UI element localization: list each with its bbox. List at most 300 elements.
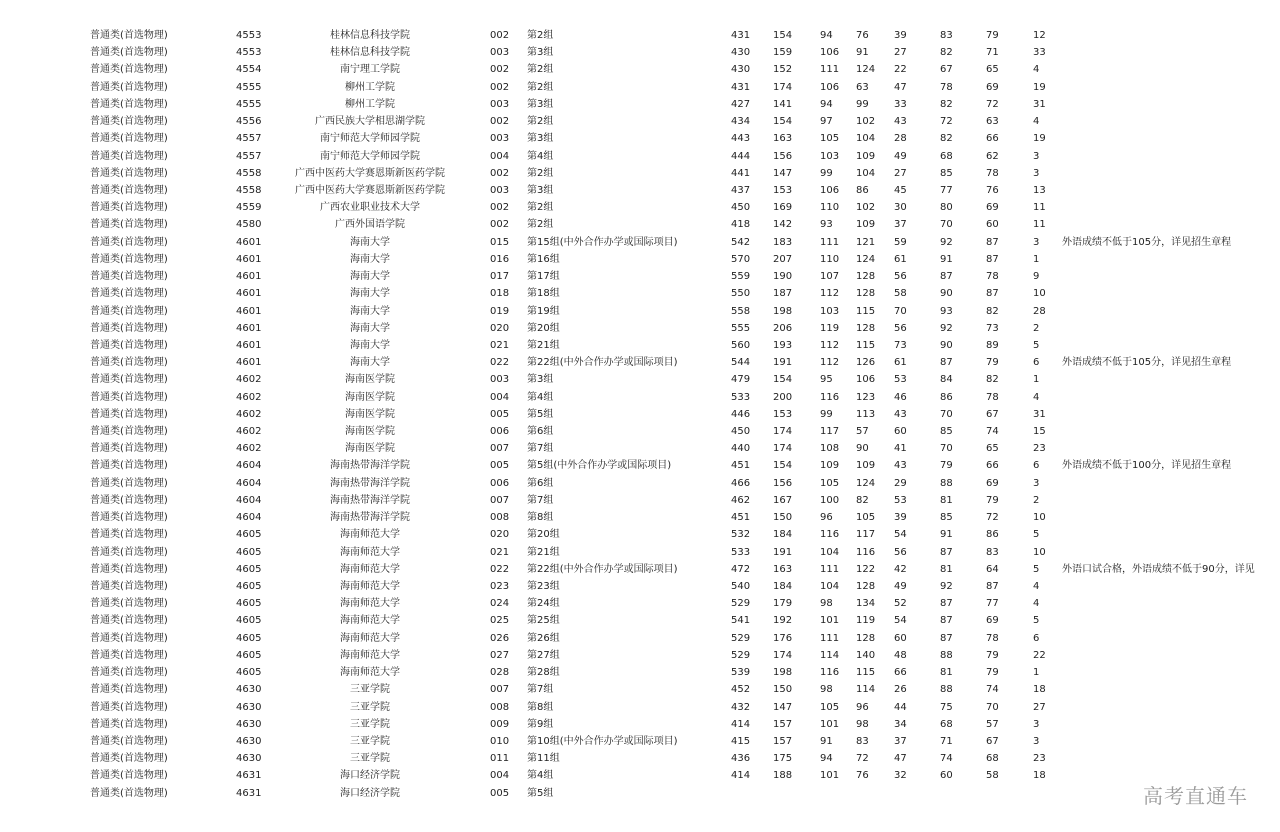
subject-score-1-cell: 152 — [773, 64, 793, 76]
subject-score-5-cell: 75 — [940, 701, 953, 713]
subject-score-6-cell: 86 — [986, 529, 999, 541]
category-cell: 普通类(首选物理) — [90, 718, 168, 730]
subject-score-6-cell: 79 — [986, 30, 999, 41]
school-name-cell: 海南医学院 — [345, 374, 395, 386]
subject-score-3-cell: 126 — [856, 357, 876, 369]
subject-score-6-cell: 79 — [986, 357, 999, 369]
school-code-cell: 4553 — [236, 47, 262, 59]
group-code-cell: 022 — [490, 357, 510, 369]
school-code-cell: 4553 — [236, 30, 262, 41]
min-score-cell: 436 — [731, 753, 751, 765]
school-code-cell: 4556 — [236, 116, 262, 128]
group-code-cell: 007 — [490, 494, 510, 506]
subject-score-4-cell: 53 — [894, 494, 907, 506]
group-code-cell: 015 — [490, 236, 510, 248]
min-score-cell: 541 — [731, 615, 751, 627]
subject-score-4-cell: 30 — [894, 202, 907, 214]
subject-score-1-cell: 154 — [773, 460, 793, 472]
subject-score-1-cell: 184 — [773, 529, 793, 541]
subject-score-5-cell: 93 — [940, 305, 953, 317]
table-row — [0, 526, 1280, 543]
subject-score-5-cell: 87 — [940, 271, 953, 283]
subject-score-4-cell: 46 — [894, 391, 907, 403]
group-code-cell: 017 — [490, 271, 510, 283]
subject-score-3-cell: 104 — [856, 133, 876, 145]
subject-score-5-cell: 85 — [940, 512, 953, 524]
subject-score-5-cell: 87 — [940, 357, 953, 369]
group-name-cell: 第6组 — [527, 426, 554, 438]
subject-score-2-cell: 111 — [820, 563, 840, 575]
subject-score-1-cell: 154 — [773, 116, 793, 128]
plan-count-cell: 5 — [1033, 615, 1040, 627]
table-row — [0, 61, 1280, 78]
subject-score-5-cell: 80 — [940, 202, 953, 214]
min-score-cell: 414 — [731, 718, 751, 730]
group-code-cell: 005 — [490, 787, 510, 799]
group-name-cell: 第2组 — [527, 64, 554, 76]
subject-score-6-cell: 65 — [986, 443, 999, 455]
category-cell: 普通类(首选物理) — [90, 787, 168, 799]
category-cell: 普通类(首选物理) — [90, 426, 168, 438]
remark-cell — [1062, 475, 1280, 492]
table-row — [0, 199, 1280, 216]
remark-cell — [1062, 44, 1280, 61]
category-cell: 普通类(首选物理) — [90, 98, 168, 110]
subject-score-4-cell: 59 — [894, 236, 907, 248]
subject-score-4-cell: 58 — [894, 288, 907, 300]
subject-score-4-cell: 34 — [894, 718, 907, 730]
group-name-cell: 第7组 — [527, 684, 554, 696]
subject-score-1-cell: 191 — [773, 546, 793, 558]
group-code-cell: 004 — [490, 150, 510, 162]
table-row — [0, 182, 1280, 199]
subject-score-1-cell: 174 — [773, 649, 793, 661]
subject-score-5-cell: 87 — [940, 598, 953, 610]
category-cell: 普通类(首选物理) — [90, 735, 168, 747]
remark-cell — [1062, 148, 1280, 165]
school-code-cell: 4601 — [236, 236, 262, 248]
subject-score-5-cell: 71 — [940, 735, 953, 747]
subject-score-2-cell: 91 — [820, 735, 833, 747]
subject-score-2-cell: 117 — [820, 426, 840, 438]
subject-score-6-cell: 83 — [986, 546, 999, 558]
group-code-cell: 002 — [490, 219, 510, 231]
category-cell: 普通类(首选物理) — [90, 667, 168, 679]
plan-count-cell: 4 — [1033, 581, 1040, 592]
subject-score-4-cell: 43 — [894, 408, 907, 420]
subject-score-6-cell: 77 — [986, 598, 999, 610]
school-code-cell: 4630 — [236, 753, 262, 765]
table-row — [0, 578, 1280, 595]
remark-cell — [1062, 733, 1280, 750]
subject-score-1-cell: 187 — [773, 288, 793, 300]
group-name-cell: 第19组 — [527, 305, 560, 317]
subject-score-6-cell: 82 — [986, 374, 999, 386]
subject-score-6-cell: 79 — [986, 649, 999, 661]
plan-count-cell: 4 — [1033, 598, 1040, 610]
category-cell: 普通类(首选物理) — [90, 512, 168, 524]
subject-score-5-cell: 90 — [940, 288, 953, 300]
subject-score-4-cell: 45 — [894, 184, 907, 196]
table-row — [0, 544, 1280, 561]
school-code-cell: 4559 — [236, 202, 262, 214]
plan-count-cell: 22 — [1033, 649, 1046, 661]
min-score-cell: 427 — [731, 98, 751, 110]
category-cell: 普通类(首选物理) — [90, 546, 168, 558]
subject-score-6-cell: 62 — [986, 150, 999, 162]
group-name-cell: 第18组 — [527, 288, 560, 300]
subject-score-1-cell: 179 — [773, 598, 793, 610]
subject-score-2-cell: 106 — [820, 47, 840, 59]
subject-score-4-cell: 54 — [894, 615, 907, 627]
subject-score-6-cell: 78 — [986, 391, 999, 403]
subject-score-4-cell: 70 — [894, 305, 907, 317]
school-code-cell: 4605 — [236, 529, 262, 541]
subject-score-5-cell: 70 — [940, 443, 953, 455]
subject-score-2-cell: 111 — [820, 236, 840, 248]
subject-score-3-cell: 105 — [856, 512, 876, 524]
group-code-cell: 028 — [490, 667, 510, 679]
subject-score-2-cell: 96 — [820, 512, 833, 524]
remark-cell — [1062, 27, 1280, 44]
subject-score-1-cell: 176 — [773, 632, 793, 644]
subject-score-5-cell: 87 — [940, 546, 953, 558]
min-score-cell: 555 — [731, 322, 751, 334]
subject-score-5-cell: 78 — [940, 81, 953, 93]
group-name-cell: 第3组 — [527, 374, 554, 386]
category-cell: 普通类(首选物理) — [90, 322, 168, 334]
school-code-cell: 4604 — [236, 494, 262, 506]
group-code-cell: 007 — [490, 684, 510, 696]
subject-score-2-cell: 99 — [820, 408, 833, 420]
subject-score-3-cell: 91 — [856, 47, 869, 59]
subject-score-1-cell: 153 — [773, 408, 793, 420]
group-name-cell: 第7组 — [527, 443, 554, 455]
subject-score-3-cell: 109 — [856, 150, 876, 162]
subject-score-3-cell: 121 — [856, 236, 876, 248]
subject-score-2-cell: 106 — [820, 184, 840, 196]
remark-cell — [1062, 544, 1280, 561]
school-name-cell: 广西中医药大学赛恩斯新医药学院 — [295, 184, 445, 196]
remark-cell — [1062, 96, 1280, 113]
group-code-cell: 006 — [490, 477, 510, 489]
subject-score-1-cell: 200 — [773, 391, 793, 403]
category-cell: 普通类(首选物理) — [90, 701, 168, 713]
remark-cell — [1062, 440, 1280, 457]
table-row — [0, 785, 1280, 802]
table-row — [0, 767, 1280, 784]
subject-score-6-cell: 79 — [986, 494, 999, 506]
admission-table — [0, 27, 1280, 802]
min-score-cell: 451 — [731, 512, 751, 524]
category-cell: 普通类(首选物理) — [90, 167, 168, 179]
subject-score-4-cell: 73 — [894, 339, 907, 351]
remark-cell — [1062, 130, 1280, 147]
table-row — [0, 750, 1280, 767]
subject-score-4-cell: 48 — [894, 649, 907, 661]
school-code-cell: 4605 — [236, 615, 262, 627]
subject-score-2-cell: 110 — [820, 202, 840, 214]
school-code-cell: 4555 — [236, 81, 262, 93]
remark-cell — [1062, 681, 1280, 698]
subject-score-4-cell: 28 — [894, 133, 907, 145]
subject-score-4-cell: 56 — [894, 546, 907, 558]
remark-cell — [1062, 647, 1280, 664]
group-name-cell: 第2组 — [527, 167, 554, 179]
subject-score-3-cell: 72 — [856, 753, 869, 765]
group-code-cell: 008 — [490, 701, 510, 713]
remark-cell — [1062, 199, 1280, 216]
subject-score-4-cell: 27 — [894, 47, 907, 59]
min-score-cell: 451 — [731, 460, 751, 472]
plan-count-cell: 3 — [1033, 477, 1040, 489]
min-score-cell: 532 — [731, 529, 751, 541]
subject-score-5-cell: 68 — [940, 718, 953, 730]
min-score-cell: 539 — [731, 667, 751, 679]
subject-score-1-cell: 163 — [773, 563, 793, 575]
group-name-cell: 第3组 — [527, 47, 554, 59]
table-row — [0, 664, 1280, 681]
category-cell: 普通类(首选物理) — [90, 339, 168, 351]
subject-score-5-cell: 88 — [940, 477, 953, 489]
category-cell: 普通类(首选物理) — [90, 494, 168, 506]
group-code-cell: 010 — [490, 735, 510, 747]
category-cell: 普通类(首选物理) — [90, 753, 168, 765]
group-name-cell: 第8组 — [527, 701, 554, 713]
category-cell: 普通类(首选物理) — [90, 632, 168, 644]
plan-count-cell: 6 — [1033, 632, 1040, 644]
subject-score-4-cell: 43 — [894, 116, 907, 128]
category-cell: 普通类(首选物理) — [90, 30, 168, 41]
subject-score-6-cell: 73 — [986, 322, 999, 334]
subject-score-6-cell: 66 — [986, 133, 999, 145]
subject-score-2-cell: 101 — [820, 615, 840, 627]
min-score-cell: 441 — [731, 167, 751, 179]
school-name-cell: 柳州工学院 — [345, 98, 395, 110]
subject-score-5-cell: 86 — [940, 391, 953, 403]
subject-score-2-cell: 105 — [820, 133, 840, 145]
group-code-cell: 002 — [490, 81, 510, 93]
subject-score-6-cell: 78 — [986, 167, 999, 179]
table-row — [0, 113, 1280, 130]
school-code-cell: 4602 — [236, 408, 262, 420]
subject-score-1-cell: 157 — [773, 718, 793, 730]
plan-count-cell: 1 — [1033, 374, 1040, 386]
subject-score-2-cell: 116 — [820, 391, 840, 403]
group-code-cell: 024 — [490, 598, 510, 610]
subject-score-4-cell: 41 — [894, 443, 907, 455]
school-name-cell: 海南师范大学 — [340, 529, 400, 541]
school-code-cell: 4601 — [236, 357, 262, 369]
subject-score-6-cell: 72 — [986, 98, 999, 110]
min-score-cell: 414 — [731, 770, 751, 782]
group-name-cell: 第22组(中外合作办学或国际项目) — [527, 357, 678, 369]
school-name-cell: 南宁师范大学师园学院 — [320, 133, 420, 145]
plan-count-cell: 10 — [1033, 546, 1046, 558]
school-code-cell: 4605 — [236, 632, 262, 644]
plan-count-cell: 13 — [1033, 184, 1046, 196]
min-score-cell: 431 — [731, 81, 751, 93]
group-name-cell: 第2组 — [527, 202, 554, 214]
school-name-cell: 海南大学 — [350, 288, 390, 300]
min-score-cell: 533 — [731, 391, 751, 403]
min-score-cell: 560 — [731, 339, 751, 351]
table-row — [0, 423, 1280, 440]
table-row — [0, 406, 1280, 423]
plan-count-cell: 2 — [1033, 322, 1040, 334]
subject-score-6-cell: 67 — [986, 735, 999, 747]
plan-count-cell: 23 — [1033, 753, 1046, 765]
table-row — [0, 96, 1280, 113]
subject-score-6-cell: 76 — [986, 184, 999, 196]
subject-score-5-cell: 70 — [940, 408, 953, 420]
category-cell: 普通类(首选物理) — [90, 598, 168, 610]
school-name-cell: 海南大学 — [350, 322, 390, 334]
subject-score-2-cell: 119 — [820, 322, 840, 334]
group-name-cell: 第11组 — [527, 753, 560, 765]
plan-count-cell: 3 — [1033, 150, 1040, 162]
subject-score-4-cell: 56 — [894, 271, 907, 283]
table-row — [0, 595, 1280, 612]
subject-score-5-cell: 82 — [940, 47, 953, 59]
group-code-cell: 003 — [490, 47, 510, 59]
group-code-cell: 020 — [490, 322, 510, 334]
group-code-cell: 027 — [490, 649, 510, 661]
subject-score-4-cell: 60 — [894, 632, 907, 644]
subject-score-1-cell: 150 — [773, 684, 793, 696]
category-cell: 普通类(首选物理) — [90, 184, 168, 196]
plan-count-cell: 23 — [1033, 443, 1046, 455]
min-score-cell: 415 — [731, 735, 751, 747]
school-code-cell: 4605 — [236, 546, 262, 558]
remark-cell — [1062, 389, 1280, 406]
subject-score-3-cell: 113 — [856, 408, 876, 420]
school-name-cell: 三亚学院 — [350, 735, 390, 747]
school-name-cell: 海南医学院 — [345, 426, 395, 438]
subject-score-4-cell: 39 — [894, 30, 907, 41]
school-code-cell: 4601 — [236, 271, 262, 283]
group-code-cell: 019 — [490, 305, 510, 317]
subject-score-2-cell: 109 — [820, 460, 840, 472]
group-name-cell: 第15组(中外合作办学或国际项目) — [527, 236, 678, 248]
min-score-cell: 533 — [731, 546, 751, 558]
subject-score-2-cell: 110 — [820, 253, 840, 265]
school-code-cell: 4602 — [236, 391, 262, 403]
subject-score-2-cell: 112 — [820, 339, 840, 351]
table-row — [0, 699, 1280, 716]
subject-score-2-cell: 111 — [820, 632, 840, 644]
school-name-cell: 海南热带海洋学院 — [330, 512, 410, 524]
plan-count-cell: 19 — [1033, 81, 1046, 93]
school-code-cell: 4604 — [236, 512, 262, 524]
group-name-cell: 第5组 — [527, 408, 554, 420]
remark-cell — [1062, 664, 1280, 681]
subject-score-6-cell: 70 — [986, 701, 999, 713]
table-row — [0, 681, 1280, 698]
school-name-cell: 海南师范大学 — [340, 581, 400, 592]
plan-count-cell: 6 — [1033, 357, 1040, 369]
subject-score-5-cell: 79 — [940, 460, 953, 472]
subject-score-1-cell: 150 — [773, 512, 793, 524]
subject-score-3-cell: 86 — [856, 184, 869, 196]
remark-cell — [1062, 113, 1280, 130]
subject-score-4-cell: 29 — [894, 477, 907, 489]
school-name-cell: 海南大学 — [350, 236, 390, 248]
group-code-cell: 002 — [490, 30, 510, 41]
subject-score-3-cell: 57 — [856, 426, 869, 438]
group-code-cell: 003 — [490, 98, 510, 110]
category-cell: 普通类(首选物理) — [90, 150, 168, 162]
school-code-cell: 4605 — [236, 649, 262, 661]
subject-score-1-cell: 141 — [773, 98, 793, 110]
group-name-cell: 第3组 — [527, 133, 554, 145]
min-score-cell: 570 — [731, 253, 751, 265]
subject-score-1-cell: 163 — [773, 133, 793, 145]
subject-score-2-cell: 112 — [820, 357, 840, 369]
table-row — [0, 457, 1280, 474]
subject-score-1-cell: 154 — [773, 30, 793, 41]
min-score-cell: 430 — [731, 64, 751, 76]
subject-score-4-cell: 32 — [894, 770, 907, 782]
plan-count-cell: 33 — [1033, 47, 1046, 59]
remark-cell — [1062, 492, 1280, 509]
category-cell: 普通类(首选物理) — [90, 529, 168, 541]
remark-cell — [1062, 251, 1280, 268]
school-code-cell: 4605 — [236, 667, 262, 679]
table-row — [0, 561, 1280, 578]
subject-score-4-cell: 49 — [894, 150, 907, 162]
table-row — [0, 630, 1280, 647]
subject-score-2-cell: 106 — [820, 81, 840, 93]
category-cell: 普通类(首选物理) — [90, 408, 168, 420]
remark-cell — [1062, 595, 1280, 612]
category-cell: 普通类(首选物理) — [90, 202, 168, 214]
remark-cell: 外语口试合格，外语成绩不低于90分，详见 — [1062, 563, 1255, 575]
subject-score-4-cell: 37 — [894, 735, 907, 747]
table-row — [0, 130, 1280, 147]
subject-score-4-cell: 37 — [894, 219, 907, 231]
subject-score-6-cell: 65 — [986, 64, 999, 76]
subject-score-5-cell: 88 — [940, 684, 953, 696]
subject-score-6-cell: 74 — [986, 426, 999, 438]
subject-score-1-cell: 174 — [773, 443, 793, 455]
min-score-cell: 559 — [731, 271, 751, 283]
group-code-cell: 018 — [490, 288, 510, 300]
min-score-cell: 440 — [731, 443, 751, 455]
subject-score-5-cell: 90 — [940, 339, 953, 351]
subject-score-1-cell: 174 — [773, 81, 793, 93]
subject-score-5-cell: 92 — [940, 236, 953, 248]
min-score-cell: 431 — [731, 30, 751, 41]
school-name-cell: 海南医学院 — [345, 443, 395, 455]
subject-score-4-cell: 44 — [894, 701, 907, 713]
subject-score-3-cell: 134 — [856, 598, 876, 610]
school-code-cell: 4601 — [236, 339, 262, 351]
group-code-cell: 004 — [490, 770, 510, 782]
subject-score-3-cell: 128 — [856, 271, 876, 283]
group-code-cell: 003 — [490, 374, 510, 386]
subject-score-3-cell: 83 — [856, 735, 869, 747]
subject-score-2-cell: 100 — [820, 494, 840, 506]
group-name-cell: 第17组 — [527, 271, 560, 283]
subject-score-2-cell: 101 — [820, 718, 840, 730]
min-score-cell: 446 — [731, 408, 751, 420]
group-name-cell: 第5组(中外合作办学或国际项目) — [527, 460, 672, 472]
category-cell: 普通类(首选物理) — [90, 563, 168, 575]
school-name-cell: 海南热带海洋学院 — [330, 460, 410, 472]
subject-score-2-cell: 107 — [820, 271, 840, 283]
subject-score-3-cell: 117 — [856, 529, 876, 541]
